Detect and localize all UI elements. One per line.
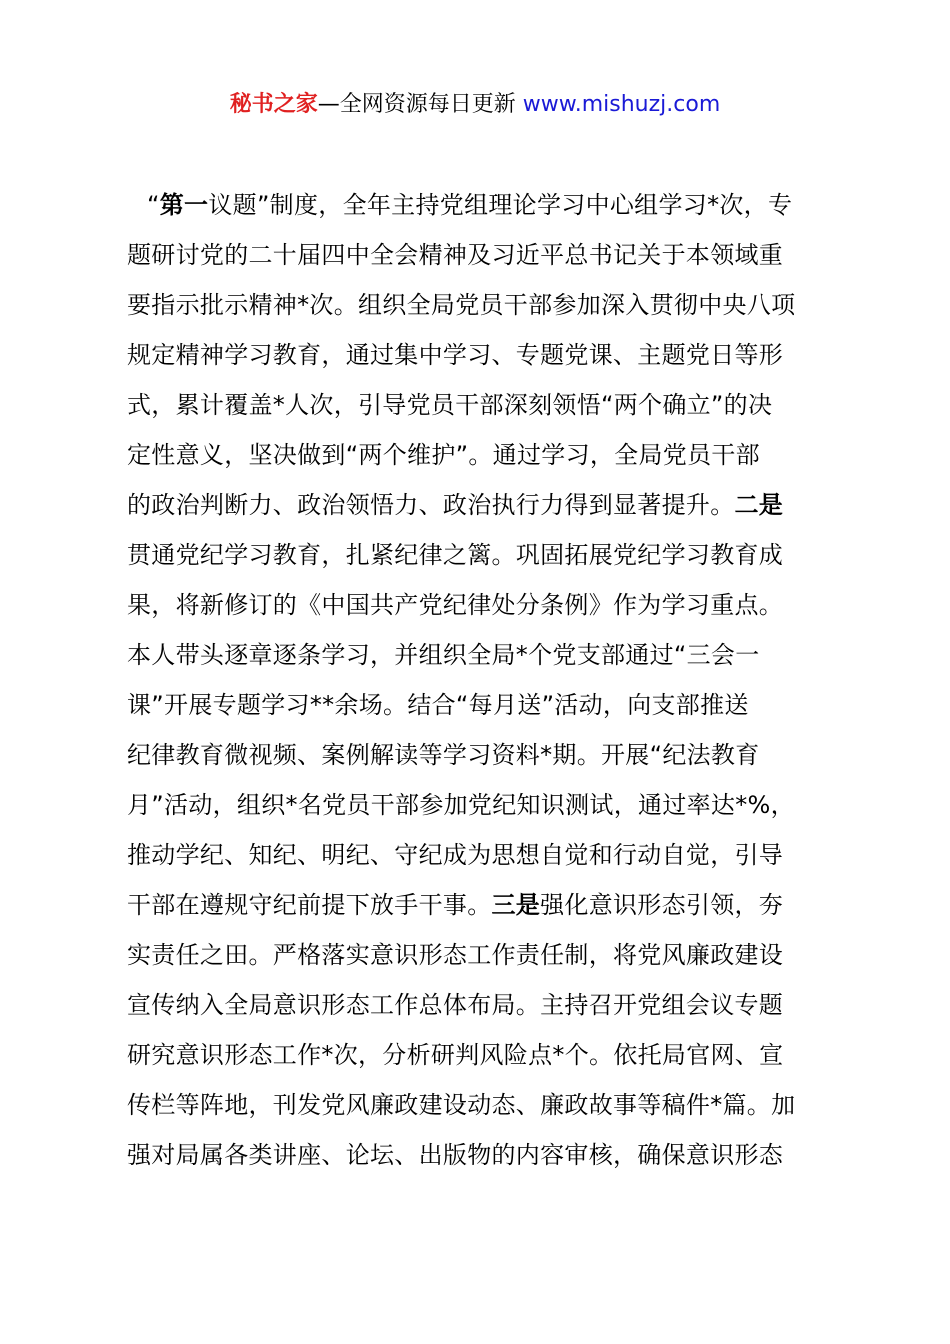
emphasis-text: 二是 xyxy=(734,491,784,519)
header-tagline: —全网资源每日更新 xyxy=(317,92,523,117)
body-text-segment: 要指示批示精神*次。组织全局党员干部参加深入贯彻中央八项 xyxy=(127,291,796,319)
body-text-segment: 果，将新修订的《中国共产党纪律处分条例》作为学习重点。 xyxy=(127,591,784,619)
paragraph-line xyxy=(127,780,837,830)
paragraph-line xyxy=(127,380,837,430)
body-text-segment: 规定精神学习教育，通过集中学习、专题党课、主题党日等形 xyxy=(127,341,784,369)
paragraph-line xyxy=(127,880,837,930)
paragraph-line xyxy=(127,330,837,380)
paragraph-line xyxy=(127,280,837,330)
site-url-link[interactable]: www.mishuzj.com xyxy=(522,92,721,117)
paragraph-line xyxy=(127,830,837,880)
body-text-segment: 课”开展专题学习**余场。结合“每月送”活动，向支部推送 xyxy=(127,691,749,719)
body-text-segment: 研究意识形态工作*次，分析研判风险点*个。依托局官网、宣 xyxy=(127,1041,784,1069)
body-text-segment: 干部在遵规守纪前提下放手干事。 xyxy=(127,891,492,919)
paragraph-line xyxy=(127,480,837,530)
paragraph-line xyxy=(127,1080,837,1130)
body-text-segment: 纪律教育微视频、案例解读等学习资料*期。开展“纪法教育 xyxy=(127,741,760,769)
emphasis-text: 第一 xyxy=(159,191,209,219)
body-text-segment: 强化意识形态引领，夯 xyxy=(540,891,784,919)
paragraph-line xyxy=(127,230,837,280)
emphasis-text: 三是 xyxy=(491,891,541,919)
body-text-segment: 的政治判断力、政治领悟力、政治执行力得到显著提升。 xyxy=(127,491,735,519)
paragraph-line xyxy=(127,730,837,780)
body-text-segment: 实责任之田。严格落实意识形态工作责任制，将党风廉政建设 xyxy=(127,941,784,969)
document-body xyxy=(127,180,837,1180)
body-text-segment: 宣传纳入全局意识形态工作总体布局。主持召开党组会议专题 xyxy=(127,991,784,1019)
paragraph-line xyxy=(127,980,837,1030)
body-text-segment: 推动学纪、知纪、明纪、守纪成为思想自觉和行动自觉，引导 xyxy=(127,841,784,869)
paragraph-line xyxy=(127,430,837,480)
paragraph-line xyxy=(127,530,837,580)
body-text-segment: 强对局属各类讲座、论坛、出版物的内容审核，确保意识形态 xyxy=(127,1141,784,1169)
paragraph-line xyxy=(127,180,837,230)
paragraph-line xyxy=(127,1030,837,1080)
body-text-segment: 传栏等阵地，刊发党风廉政建设动态、廉政故事等稿件*篇。加 xyxy=(127,1091,796,1119)
body-text-segment: 题研讨党的二十届四中全会精神及习近平总书记关于本领域重 xyxy=(127,241,784,269)
paragraph-line xyxy=(127,630,837,680)
body-text-segment: 式，累计覆盖*人次，引导党员干部深刻领悟“两个确立”的决 xyxy=(127,391,773,419)
paragraph-line xyxy=(127,930,837,980)
paragraph-line xyxy=(127,1130,837,1180)
body-text-segment: 议题”制度，全年主持党组理论学习中心组学习*次，专 xyxy=(208,191,793,219)
site-header xyxy=(0,88,950,122)
brand-name: 秘书之家 xyxy=(229,92,318,117)
body-text-segment: 贯通党纪学习教育，扎紧纪律之篱。巩固拓展党纪学习教育成 xyxy=(127,541,784,569)
paragraph-line xyxy=(127,680,837,730)
body-text-segment: “ xyxy=(147,191,160,219)
body-text-segment: 定性意义，坚决做到“两个维护”。通过学习，全局党员干部 xyxy=(127,441,760,469)
paragraph-line xyxy=(127,580,837,630)
body-text-segment: 月”活动，组织*名党员干部参加党纪知识测试，通过率达*%， xyxy=(127,791,795,819)
body-text-segment: 本人带头逐章逐条学习，并组织全局*个党支部通过“三会一 xyxy=(127,641,760,669)
